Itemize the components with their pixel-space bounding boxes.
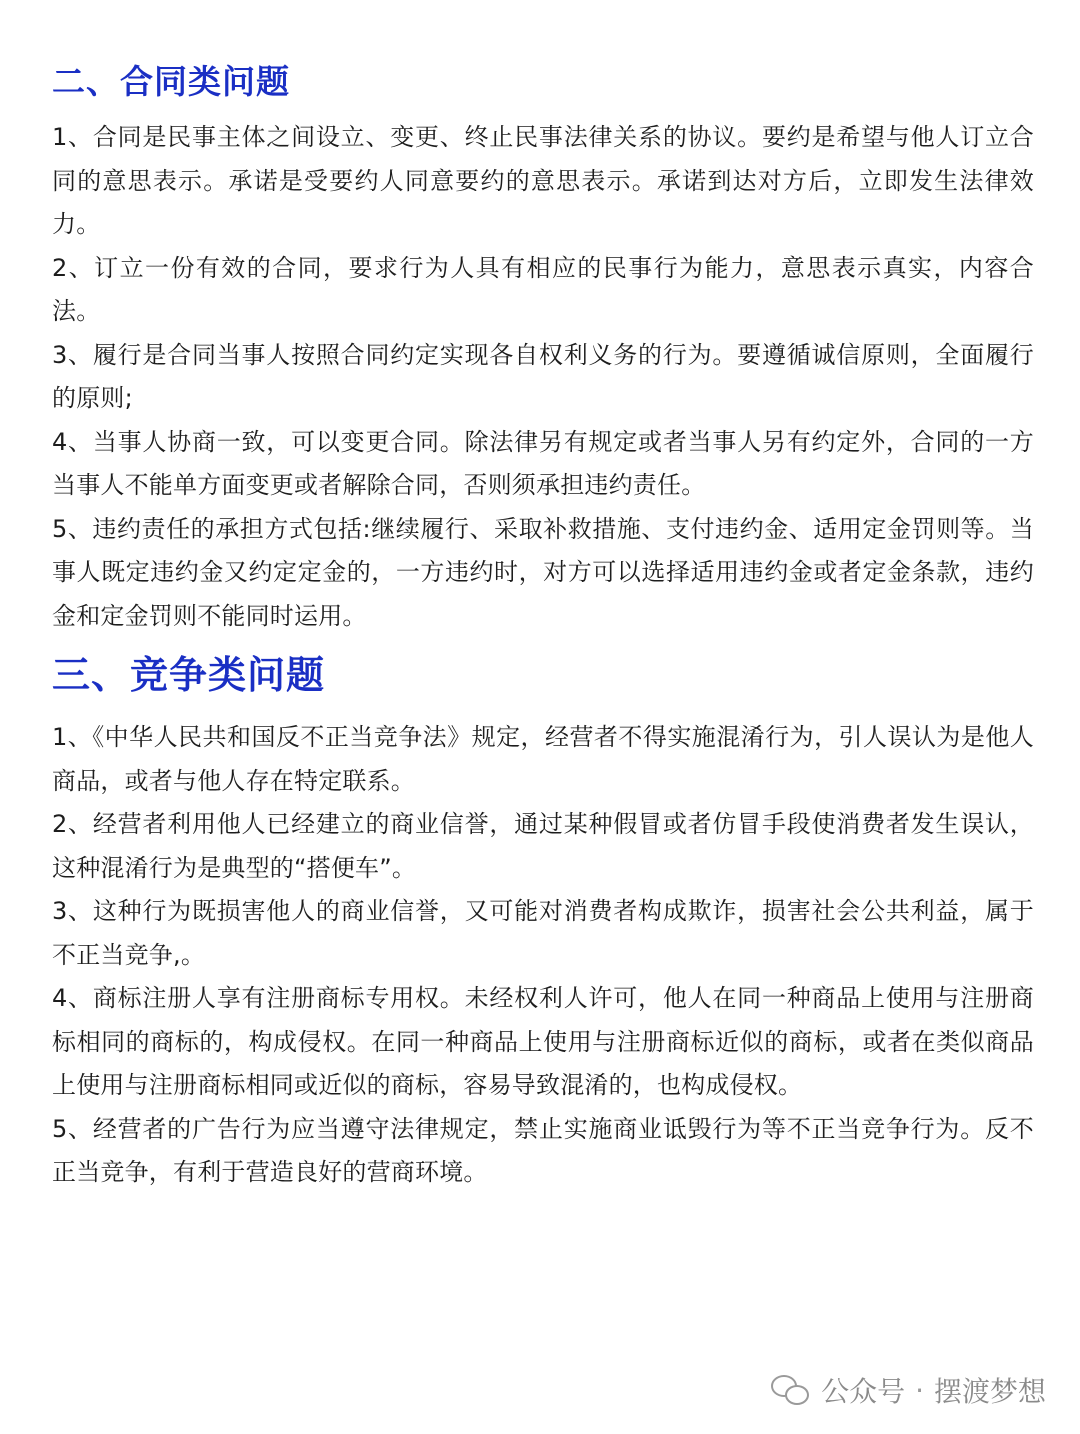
watermark-prefix: 公众号 [821, 1375, 906, 1408]
section-title-contract: 二、合同类问题 [52, 62, 290, 101]
competition-item-4: 4、商标注册人享有注册商标专用权。未经权利人许可，他人在同一种商品上使用与注册商标相同的商标的，构成侵权。在同一种商品上使用与注册商标近似的商标，或者在类似商品上使用与注册商标相同或近似的商标，容易导致混淆的，也构成侵权。 [52, 984, 1034, 1099]
competition-item-5: 5、经营者的广告行为应当遵守法律规定，禁止实施商业诋毁行为等不正当竞争行为。反不正当竞争，有利于营造良好的营商环境。 [52, 1114, 1034, 1186]
contract-item-5: 5、违约责任的承担方式包括:继续履行、采取补救措施、支付违约金、适用定金罚则等。当事人既定违约金又约定定金的，一方违约时，对方可以选择适用违约金或者定金条款，违约金和定金罚则不能同时运用。 [52, 514, 1034, 630]
competition-item-2: 2、经营者利用他人已经建立的商业信誉，通过某种假冒或者仿冒手段使消费者发生误认，这种混淆行为是典型的“搭便车”。 [52, 810, 1034, 882]
watermark-separator: · [915, 1373, 924, 1407]
competition-item-3: 3、这种行为既损害他人的商业信誉，又可能对消费者构成欺诈，损害社会公共利益，属于不正当竞争,。 [52, 897, 1034, 969]
wechat-icon [771, 1373, 811, 1407]
contract-item-3: 3、履行是合同当事人按照合同约定实现各自权利义务的行为。要遵循诚信原则，全面履行的原则; [52, 340, 1034, 412]
contract-item-4: 4、当事人协商一致，可以变更合同。除法律另有规定或者当事人另有约定外，合同的一方当事人不能单方面变更或者解除合同，否则须承担违约责任。 [52, 427, 1034, 499]
contract-items [52, 116, 1034, 638]
contract-item-1: 1、合同是民事主体之间设立、变更、终止民事法律关系的协议。要约是希望与他人订立合同的意思表示。承诺是受要约人同意要约的意思表示。承诺到达对方后，立即发生法律效力。 [52, 123, 1034, 238]
section-title-competition: 三、竞争类问题 [52, 653, 326, 697]
watermark [771, 1370, 1046, 1410]
contract-item-2: 2、订立一份有效的合同，要求行为人具有相应的民事行为能力，意思表示真实，内容合法。 [52, 253, 1034, 325]
watermark-account: 摆渡梦想 [933, 1375, 1046, 1408]
competition-item-1: 1、《中华人民共和国反不正当竞争法》规定，经营者不得实施混淆行为，引人误认为是他人商品，或者与他人存在特定联系。 [52, 723, 1034, 795]
competition-items [52, 716, 1034, 1195]
